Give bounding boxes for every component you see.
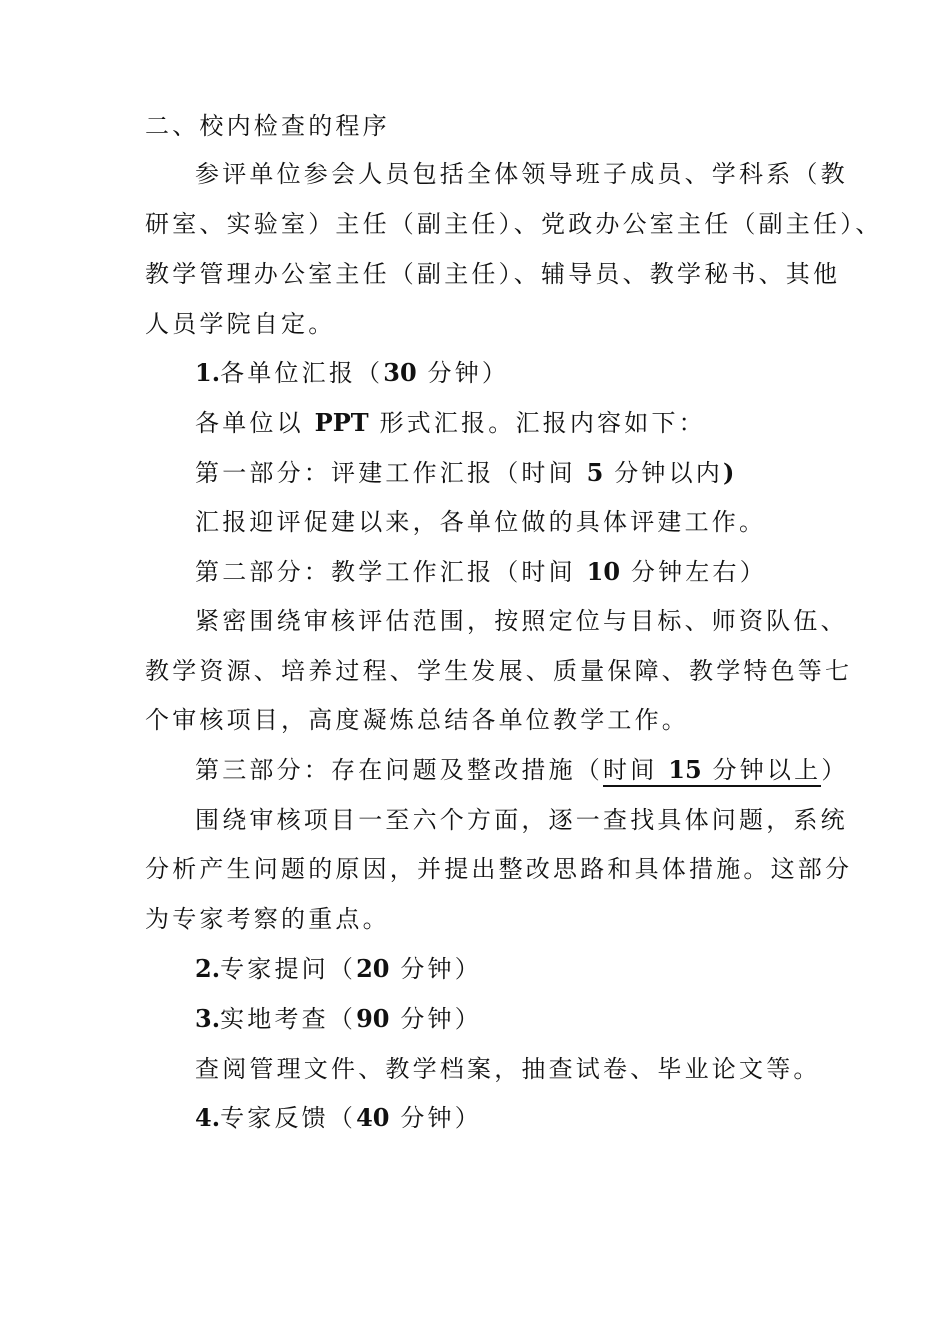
item-3-post: 分钟） bbox=[400, 1005, 482, 1033]
participants-line-4: 人员学院自定。 bbox=[145, 310, 336, 338]
item-4-number: 4. bbox=[195, 1103, 221, 1132]
part-3-desc-line-1: 围绕审核项目一至六个方面，逐一查找具体问题，系统 bbox=[195, 806, 848, 834]
part-2-post: 分钟左右） bbox=[630, 558, 767, 586]
item-2-duration: 20 bbox=[356, 954, 390, 983]
part-3-ul-post: 分钟以上 bbox=[712, 756, 822, 784]
part-3-close: ） bbox=[821, 756, 849, 784]
part-1-description: 汇报迎评促建以来，各单位做的具体评建工作。 bbox=[195, 508, 767, 536]
item-2-post: 分钟） bbox=[400, 955, 482, 983]
part-1-heading bbox=[195, 458, 734, 488]
item-1-heading bbox=[195, 358, 509, 388]
item-2-heading bbox=[195, 954, 482, 984]
item-4-duration: 40 bbox=[356, 1103, 390, 1132]
item-2-pre: 专家提问（ bbox=[220, 955, 357, 983]
part-3-desc-line-2: 分析产生问题的原因，并提出整改思路和具体措施。这部分 bbox=[145, 855, 853, 883]
part-2-pre: 第二部分：教学工作汇报（时间 bbox=[195, 558, 576, 586]
report-format-post: 形式汇报。汇报内容如下： bbox=[379, 409, 706, 437]
report-format bbox=[195, 408, 706, 438]
item-3-description: 查阅管理文件、教学档案，抽查试卷、毕业论文等。 bbox=[195, 1055, 821, 1083]
item-3-heading bbox=[195, 1004, 482, 1034]
item-2-number: 2. bbox=[195, 954, 221, 983]
item-1-number: 1. bbox=[195, 358, 221, 387]
report-format-pre: 各单位以 bbox=[195, 409, 304, 437]
item-1-duration: 30 bbox=[383, 358, 417, 387]
item-3-pre: 实地考查（ bbox=[220, 1005, 357, 1033]
participants-line-2: 研室、实验室）主任（副主任）、党政办公室主任（副主任）、 bbox=[145, 210, 883, 238]
item-4-pre: 专家反馈（ bbox=[220, 1104, 357, 1132]
part-1-pre: 第一部分：评建工作汇报（时间 bbox=[195, 459, 576, 487]
part-3-number: 15 bbox=[668, 755, 702, 784]
part-2-desc-line-3: 个审核项目，高度凝炼总结各单位教学工作。 bbox=[145, 706, 689, 734]
item-1-pre: 各单位汇报（ bbox=[220, 359, 384, 387]
part-1-number: 5 bbox=[586, 458, 604, 487]
item-4-post: 分钟） bbox=[400, 1104, 482, 1132]
part-1-close: ) bbox=[723, 458, 735, 487]
part-2-heading bbox=[195, 557, 767, 587]
part-3-ul-pre: 时间 bbox=[603, 756, 658, 784]
item-4-heading bbox=[195, 1103, 482, 1133]
section-title: 二、校内检查的程序 bbox=[145, 112, 390, 140]
part-3-pre: 第三部分：存在问题及整改措施（ bbox=[195, 756, 603, 784]
part-2-desc-line-1: 紧密围绕审核评估范围，按照定位与目标、师资队伍、 bbox=[195, 607, 848, 635]
participants-line-1: 参评单位参会人员包括全体领导班子成员、学科系（教 bbox=[195, 160, 848, 188]
part-2-number: 10 bbox=[586, 557, 621, 586]
item-3-number: 3. bbox=[195, 1004, 221, 1033]
item-1-post: 分钟） bbox=[427, 359, 510, 387]
report-format-ppt: PPT bbox=[314, 408, 369, 437]
part-1-post: 分钟以内 bbox=[614, 459, 724, 487]
part-2-desc-line-2: 教学资源、培养过程、学生发展、质量保障、教学特色等七 bbox=[145, 657, 853, 685]
participants-line-3: 教学管理办公室主任（副主任）、辅导员、教学秘书、其他 bbox=[145, 260, 841, 288]
part-3-underlined-time bbox=[603, 756, 821, 787]
part-3-desc-line-3: 为专家考察的重点。 bbox=[145, 905, 390, 933]
part-3-heading bbox=[195, 755, 849, 785]
item-3-duration: 90 bbox=[356, 1004, 390, 1033]
